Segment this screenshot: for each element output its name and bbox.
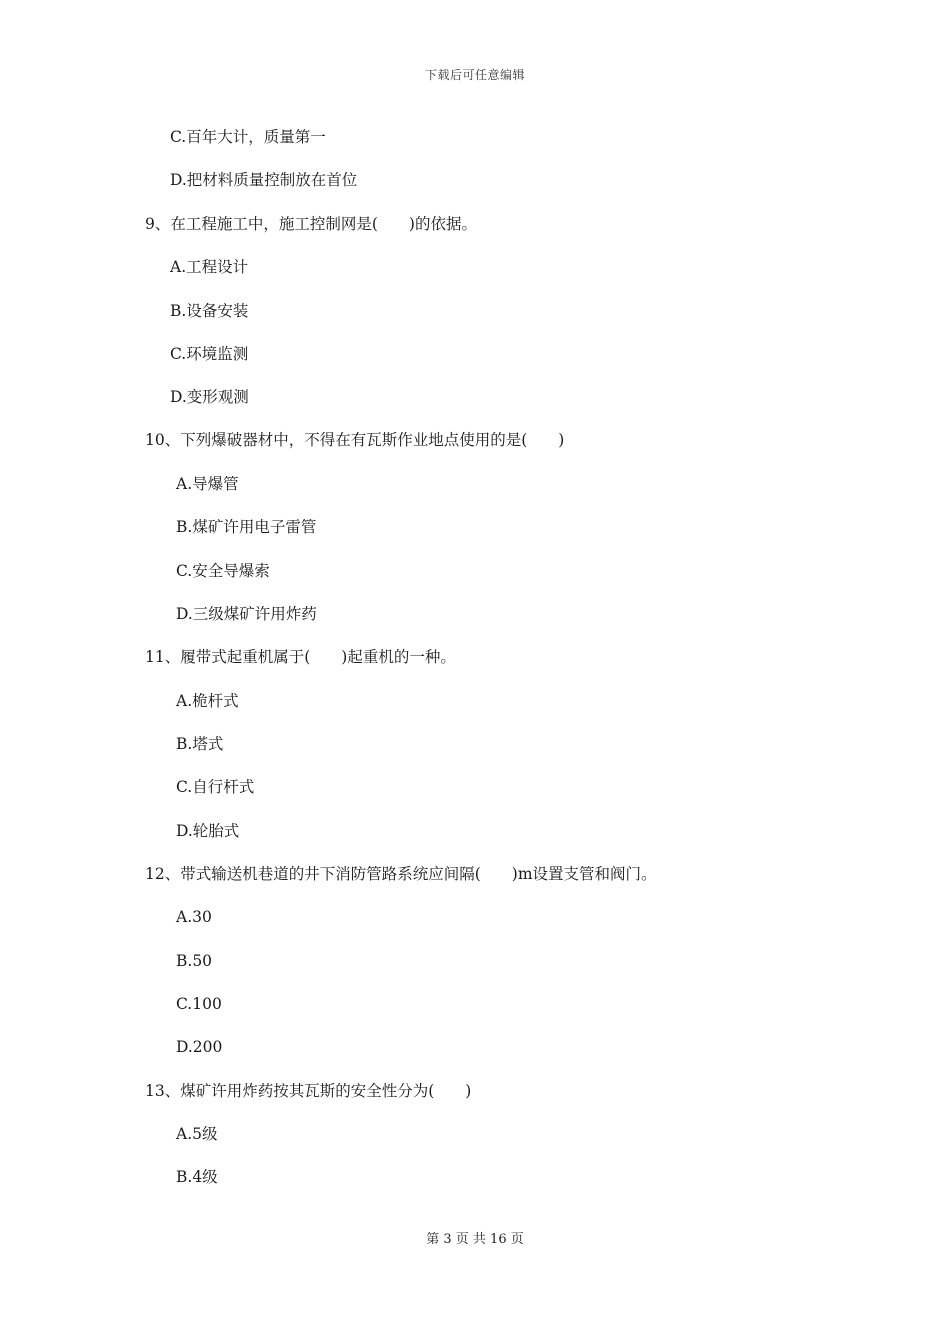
question-13: 13、煤矿许用炸药按其瓦斯的安全性分为( )	[145, 1082, 472, 1100]
question-9: 9、在工程施工中，施工控制网是( )的依据。	[145, 215, 477, 233]
option-b: B.50	[176, 952, 213, 970]
option-a: A.导爆管	[176, 475, 239, 493]
option-d: D.三级煤矿许用炸药	[176, 605, 317, 623]
option-c: C.安全导爆索	[176, 562, 270, 580]
option-a: A.桅杆式	[176, 692, 239, 710]
option-a: A.30	[176, 908, 212, 926]
option-d: D.把材料质量控制放在首位	[170, 171, 358, 189]
option-d: D.轮胎式	[176, 822, 240, 840]
question-11: 11、履带式起重机属于( )起重机的一种。	[145, 648, 456, 666]
option-d: D.变形观测	[170, 388, 249, 406]
option-a: A.5级	[176, 1125, 218, 1143]
question-12: 12、带式输送机巷道的井下消防管路系统应间隔( )m设置支管和阀门。	[145, 865, 657, 883]
option-a: A.工程设计	[170, 258, 249, 276]
option-b: B.设备安装	[170, 302, 249, 320]
option-c: C.百年大计，质量第一	[170, 128, 326, 146]
question-10: 10、下列爆破器材中，不得在有瓦斯作业地点使用的是( )	[145, 431, 565, 449]
option-b: B.4级	[176, 1168, 218, 1186]
option-b: B.煤矿许用电子雷管	[176, 518, 317, 536]
option-c: C.100	[176, 995, 222, 1013]
option-c: C.自行杆式	[176, 778, 255, 796]
page-footer: 第 3 页 共 16 页	[426, 1232, 524, 1247]
page-header: 下载后可任意编辑	[424, 68, 525, 82]
option-d: D.200	[176, 1038, 223, 1056]
option-b: B.塔式	[176, 735, 224, 753]
option-c: C.环境监测	[170, 345, 249, 363]
